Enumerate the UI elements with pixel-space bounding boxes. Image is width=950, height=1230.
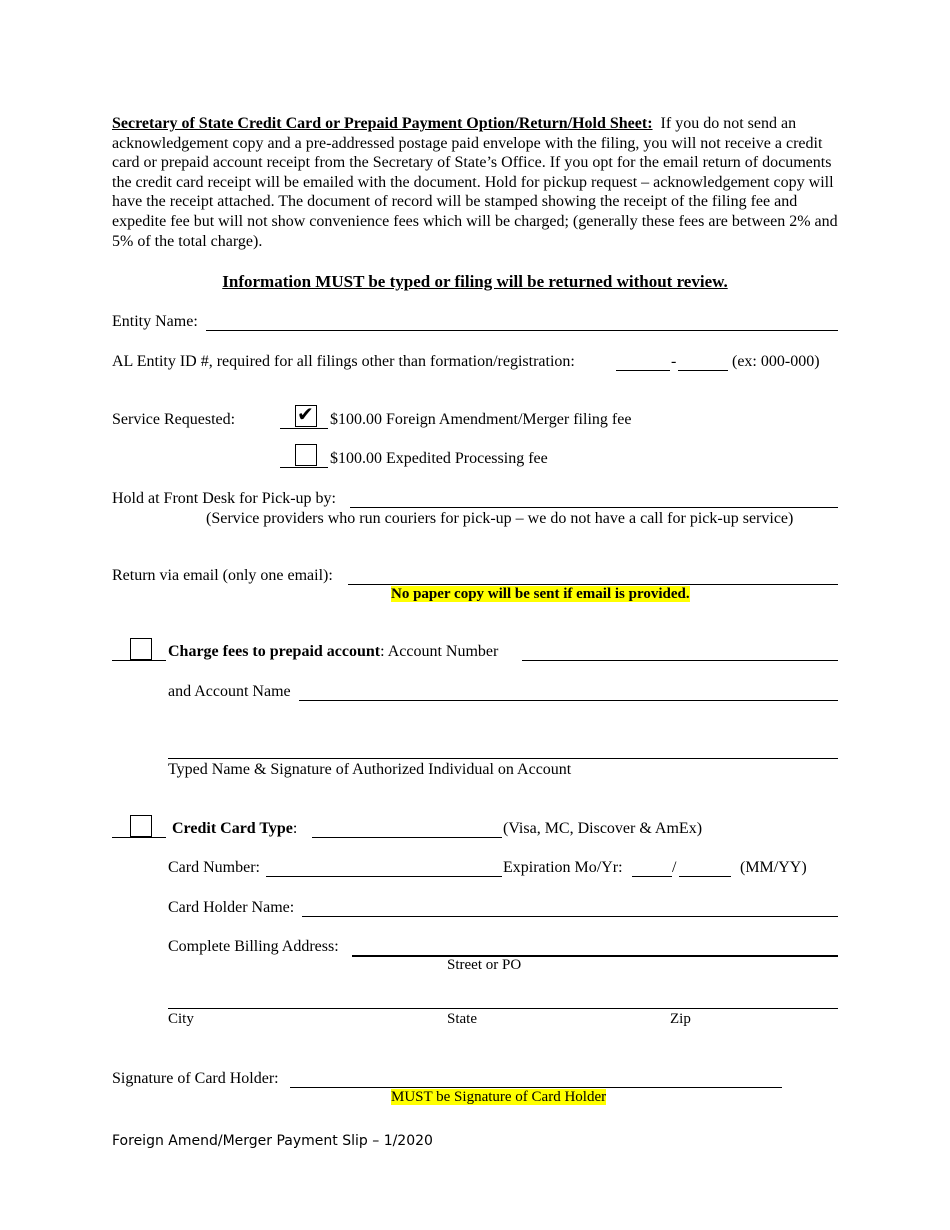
billing-street-field[interactable] bbox=[352, 955, 838, 957]
prepaid-checkbox[interactable] bbox=[130, 638, 152, 660]
card-number-field[interactable] bbox=[266, 876, 502, 877]
credit-card-types-note: (Visa, MC, Discover & AmEx) bbox=[503, 820, 703, 837]
service-option-2-checkbox[interactable] bbox=[295, 444, 317, 466]
entity-name-field[interactable] bbox=[206, 330, 838, 331]
typed-notice: Information MUST be typed or filing will be returned without review. bbox=[222, 272, 728, 291]
city-caption: City bbox=[168, 1011, 194, 1027]
card-number-label: Card Number: bbox=[168, 859, 260, 876]
billing-address-label: Complete Billing Address: bbox=[168, 938, 339, 955]
entity-id-part2-field[interactable] bbox=[678, 370, 728, 371]
service-requested-label: Service Requested: bbox=[112, 411, 236, 428]
expiration-month-field[interactable] bbox=[632, 876, 672, 877]
zip-caption: Zip bbox=[670, 1011, 691, 1027]
card-holder-name-field[interactable] bbox=[302, 916, 838, 917]
service-option-2-label: $100.00 Expedited Processing fee bbox=[330, 450, 548, 467]
intro-paragraph bbox=[112, 114, 842, 251]
account-name-label: and Account Name bbox=[168, 683, 291, 700]
expiration-format: (MM/YY) bbox=[740, 859, 807, 876]
credit-card-line bbox=[112, 837, 166, 838]
entity-id-label: AL Entity ID #, required for all filings other than formation/registration: bbox=[112, 353, 575, 370]
hold-field[interactable] bbox=[350, 507, 838, 508]
email-field[interactable] bbox=[348, 584, 838, 585]
card-holder-signature-field[interactable] bbox=[290, 1087, 782, 1088]
entity-id-dash: - bbox=[671, 353, 677, 370]
hold-label: Hold at Front Desk for Pick-up by: bbox=[112, 490, 336, 507]
prepaid-line bbox=[112, 660, 166, 661]
credit-card-type-field[interactable] bbox=[312, 837, 502, 838]
credit-card-type-label: Credit Card Type: bbox=[172, 820, 298, 837]
check-mark-icon: ✔ bbox=[297, 404, 314, 426]
credit-card-checkbox[interactable] bbox=[130, 815, 152, 837]
hold-note: (Service providers who run couriers for pick-up – we do not have a call for pick-up service) bbox=[206, 510, 794, 527]
expiration-separator: / bbox=[672, 859, 677, 876]
expiration-label: Expiration Mo/Yr: bbox=[503, 859, 623, 876]
entity-id-part1-field[interactable] bbox=[616, 370, 670, 371]
account-name-field[interactable] bbox=[299, 700, 838, 701]
service-option-1-line bbox=[280, 428, 328, 429]
authorized-signature-label: Typed Name & Signature of Authorized Individual on Account bbox=[168, 761, 572, 778]
service-option-1-label: $100.00 Foreign Amendment/Merger filing fee bbox=[330, 411, 632, 428]
signature-note: MUST be Signature of Card Holder bbox=[391, 1089, 607, 1105]
entity-id-example: (ex: 000-000) bbox=[732, 353, 820, 370]
state-caption: State bbox=[447, 1011, 477, 1027]
email-note: No paper copy will be sent if email is provided. bbox=[391, 586, 690, 602]
authorized-signature-field[interactable] bbox=[168, 758, 838, 759]
expiration-year-field[interactable] bbox=[679, 876, 731, 877]
entity-name-label: Entity Name: bbox=[112, 313, 198, 330]
footer-form-id: Foreign Amend/Merger Payment Slip – 1/2020 bbox=[112, 1133, 433, 1149]
service-option-2-line bbox=[280, 467, 328, 468]
card-holder-signature-label: Signature of Card Holder: bbox=[112, 1070, 279, 1087]
intro-body: If you do not send an acknowledgement copy and a pre-addressed postage paid envelope with the filing, you will not receive a credit card or prepaid account receipt from the Secretary of State’s Office. If you opt for the email return of documents the credit card receipt will be emailed with the document. Hold for pickup request – acknowledgement copy will have the receipt attached. The document of record will be stamped showing the receipt of the filing fee and expedite fee but will not show convenience fees which will be charged; (generally these fees are between 2% and 5% of the total charge). bbox=[112, 115, 838, 250]
intro-lead: Secretary of State Credit Card or Prepaid Payment Option/Return/Hold Sheet: bbox=[112, 115, 653, 132]
email-label: Return via email (only one email): bbox=[112, 567, 333, 584]
street-caption: Street or PO bbox=[447, 957, 522, 973]
billing-city-state-zip-field[interactable] bbox=[168, 1008, 838, 1009]
account-number-field[interactable] bbox=[522, 660, 838, 661]
card-holder-name-label: Card Holder Name: bbox=[168, 899, 295, 916]
prepaid-label: Charge fees to prepaid account: Account Number bbox=[168, 643, 499, 660]
